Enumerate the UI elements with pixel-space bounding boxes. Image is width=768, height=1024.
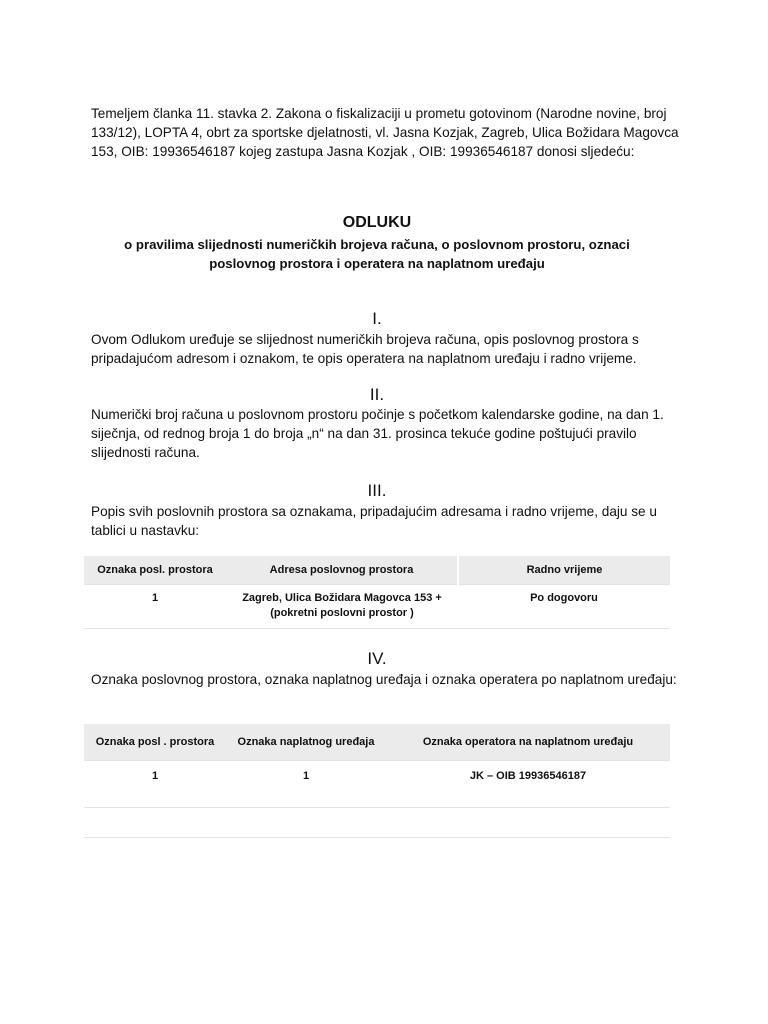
cell-premises-label: 1 — [84, 585, 226, 629]
empty-cell — [226, 808, 386, 838]
cell-premises-label: 1 — [84, 761, 226, 808]
address-line-1: Zagreb, Ulica Božidara Magovca 153 + — [242, 592, 442, 604]
column-header-working-hours: Radno vrijeme — [458, 556, 670, 585]
section-2-numeral: II. — [369, 385, 385, 404]
column-header-premises-label: Oznaka posl . prostora — [84, 724, 226, 761]
business-premises-table — [84, 556, 670, 629]
address-line-2: (pokretni poslovni prostor ) — [270, 607, 414, 619]
column-header-device-label: Oznaka naplatnog uređaja — [226, 724, 386, 761]
section-4-numeral: IV. — [367, 649, 387, 668]
intro-paragraph: Temeljem članka 11. stavka 2. Zakona o fiskalizaciji u prometu gotovinom (Narodne novine, broj 133/12), LOPTA 4, obrt za sportske djelatnosti, vl. Jasna Kozjak, Zagreb, Ulica Božidara Magovca 153, OIB: 19936546187 kojeg zastupa Jasna Kozjak , OIB: 19936546187 donosi sljedeću: — [91, 106, 679, 159]
document-title: ODLUKU — [342, 214, 412, 231]
table-header-row — [84, 556, 670, 585]
cell-working-hours: Po dogovoru — [458, 585, 670, 629]
column-header-premises-label: Oznaka posl. prostora — [84, 556, 226, 585]
section-1-text: Ovom Odlukom uređuje se slijednost numeričkih brojeva računa, opis poslovnog prostora s pripadajućom adresom i oznakom, te opis operatera na naplatnom uređaju i radno vrijeme. — [91, 332, 639, 366]
column-header-operator-label: Oznaka operatora na naplatnom uređaju — [386, 724, 670, 761]
table-row-empty — [84, 808, 670, 838]
column-header-premises-address: Adresa poslovnog prostora — [226, 556, 458, 585]
document-subtitle-line-2: poslovnog prostora i operatera na naplatnom uređaju — [209, 256, 545, 271]
table-header-row — [84, 724, 670, 761]
operators-table — [84, 724, 670, 838]
section-1-numeral: I. — [372, 309, 382, 328]
section-3-text: Popis svih poslovnih prostora sa oznakama, pripadajućim adresama i radno vrijeme, daju se u tablici u nastavku: — [91, 504, 657, 538]
cell-device-label: 1 — [226, 761, 386, 808]
section-2-text: Numerički broj računa u poslovnom prostoru počinje s početkom kalendarske godine, na dan 1. siječnja, od rednog broja 1 do broja „n“ na dan 31. prosinca tekuće godine poštujući pravilo slijednosti računa. — [91, 407, 664, 460]
section-4-text: Oznaka poslovnog prostora, oznaka naplatnog uređaja i oznaka operatera po naplatnom uređaju: — [91, 672, 677, 687]
document-subtitle-line-1: o pravilima slijednosti numeričkih brojeva računa, o poslovnom prostoru, oznaci — [124, 237, 630, 252]
table-row — [84, 761, 670, 808]
table-row — [84, 585, 670, 629]
cell-operator-label: JK – OIB 19936546187 — [386, 761, 670, 808]
cell-premises-address — [226, 585, 458, 629]
empty-cell — [386, 808, 670, 838]
empty-cell — [84, 808, 226, 838]
section-3-numeral: III. — [367, 481, 387, 500]
